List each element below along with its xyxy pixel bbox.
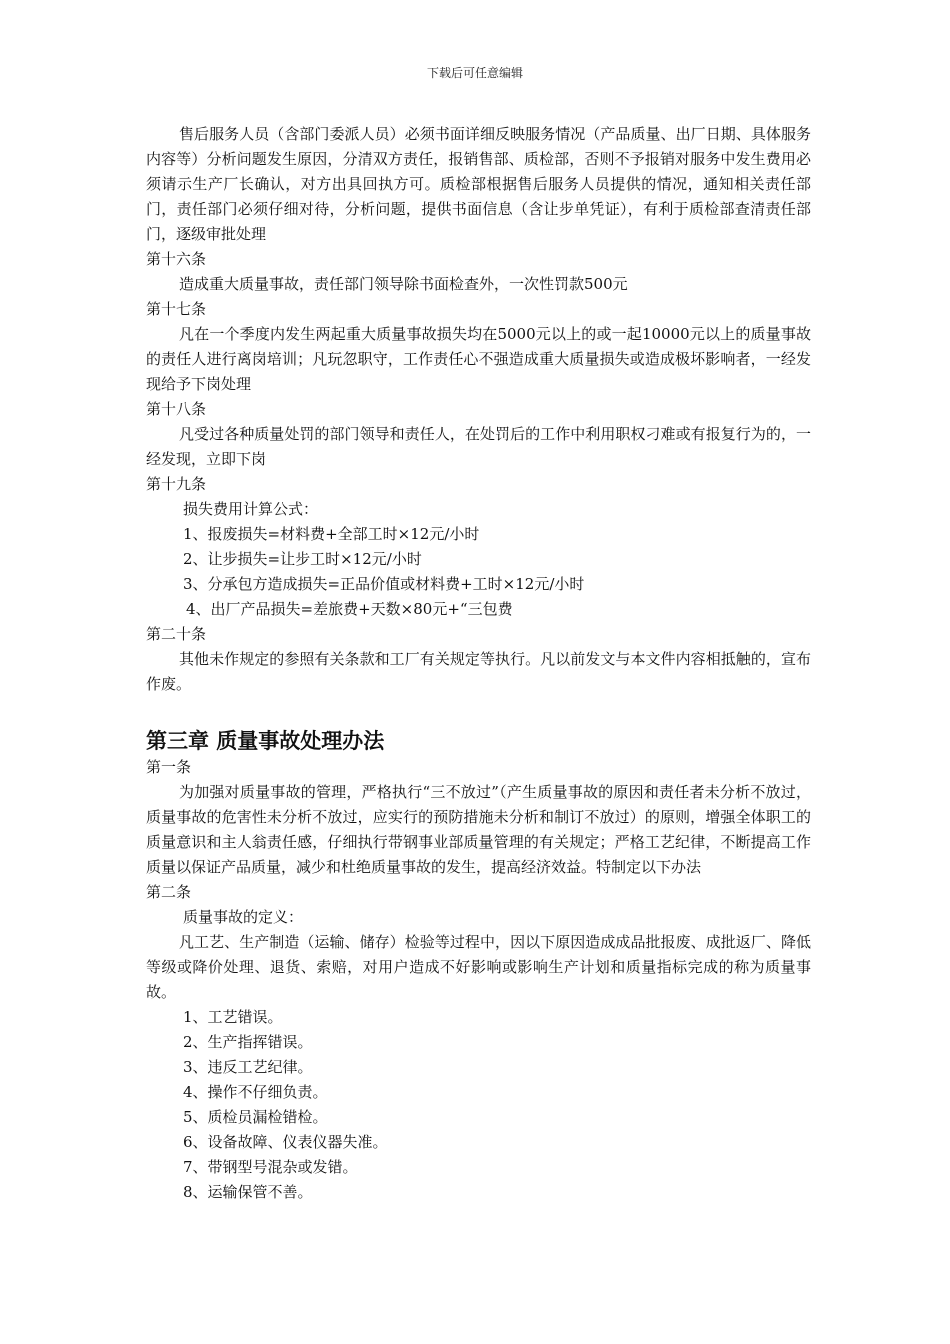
article-18-body: 凡受过各种质量处罚的部门领导和责任人，在处罚后的工作中利用职权刁难或有报复行为的，一经发现，立即下岗 <box>146 425 811 468</box>
list-item: 1、工艺错误。 <box>183 1008 283 1026</box>
paragraph-after-sales: 售后服务人员（含部门委派人员）必须书面详细反映服务情况（产品质量、出厂日期、具体服务内容等）分析问题发生原因，分清双方责任，报销售部、质检部，否则不予报销对服务中发生费用必须请示生产厂长确认，对方出具回执方可。质检部根据售后服务人员提供的情况，通知相关责任部门，责任部门必须仔细对待，分析问题，提供书面信息（含让步单凭证），有利于质检部查清责任部门，逐级审批处理 <box>146 125 811 243</box>
list-item: 4、出厂产品损失=差旅费+天数×80元+“三包费 <box>186 600 513 618</box>
list-item: 3、分承包方造成损失=正品价值或材料费+工时×12元/小时 <box>183 575 585 593</box>
article-19-title: 第十九条 <box>146 475 207 493</box>
chapter-3-article-1-title: 第一条 <box>146 758 192 776</box>
article-19-intro: 损失费用计算公式： <box>183 500 319 518</box>
article-18-title: 第十八条 <box>146 400 207 418</box>
list-item: 7、带钢型号混杂或发错。 <box>183 1158 358 1176</box>
chapter-3-article-2-intro: 质量事故的定义： <box>183 908 304 926</box>
list-item: 8、运输保管不善。 <box>183 1183 313 1201</box>
article-20-title: 第二十条 <box>146 625 207 643</box>
article-17-title: 第十七条 <box>146 300 207 318</box>
document-body <box>146 122 811 1205</box>
article-16-title: 第十六条 <box>146 250 207 268</box>
article-16-body: 造成重大质量事故，责任部门领导除书面检查外，一次性罚款500元 <box>179 275 628 293</box>
chapter-3-heading: 第三章 质量事故处理办法 <box>146 729 385 753</box>
chapter-3-article-2-body: 凡工艺、生产制造（运输、储存）检验等过程中，因以下原因造成成品批报废、成批返厂、降低等级或降价处理、退货、索赔，对用户造成不好影响或影响生产计划和质量指标完成的称为质量事故。 <box>146 933 811 1001</box>
page-header: 下载后可任意编辑 <box>426 66 523 80</box>
list-item: 1、报废损失=材料费+全部工时×12元/小时 <box>183 525 480 543</box>
list-item: 2、让步损失=让步工时×12元/小时 <box>183 550 422 568</box>
article-17-body: 凡在一个季度内发生两起重大质量事故损失均在5000元以上的或一起10000元以上的质量事故的责任人进行离岗培训；凡玩忽职守，工作责任心不强造成重大质量损失或造成极坏影响者，一经发现给予下岗处理 <box>146 325 811 393</box>
article-20-body: 其他未作规定的参照有关条款和工厂有关规定等执行。凡以前发文与本文件内容相抵触的，宣布作废。 <box>146 650 811 693</box>
list-item: 6、设备故障、仪表仪器失准。 <box>183 1133 388 1151</box>
chapter-3-article-2-title: 第二条 <box>146 883 192 901</box>
list-item: 5、质检员漏检错检。 <box>183 1108 328 1126</box>
chapter-3-article-1-body: 为加强对质量事故的管理，严格执行“三不放过”（产生质量事故的原因和责任者未分析不放过，质量事故的危害性未分析不放过，应实行的预防措施未分析和制订不放过）的原则，增强全体职工的质量意识和主人翁责任感，仔细执行带钢事业部质量管理的有关规定；严格工艺纪律，不断提高工作质量以保证产品质量，减少和杜绝质量事故的发生，提高经济效益。特制定以下办法 <box>146 783 811 876</box>
list-item: 3、违反工艺纪律。 <box>183 1058 313 1076</box>
list-item: 4、操作不仔细负责。 <box>183 1083 328 1101</box>
list-item: 2、生产指挥错误。 <box>183 1033 313 1051</box>
